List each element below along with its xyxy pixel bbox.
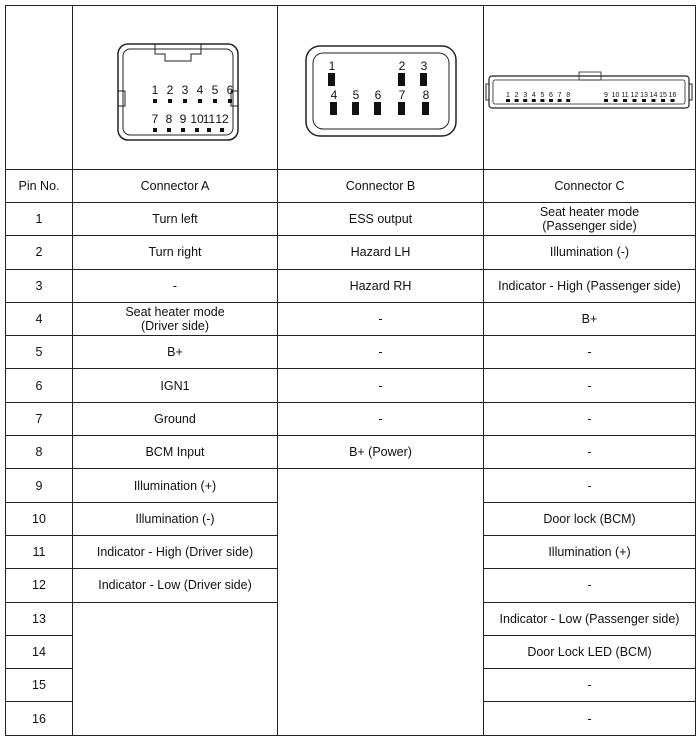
table-row bbox=[6, 203, 696, 236]
pin-contact bbox=[515, 99, 519, 102]
pin-label: 15 bbox=[659, 92, 667, 99]
connector-c-cell: - bbox=[484, 436, 696, 469]
pin-number-cell: 13 bbox=[6, 602, 73, 635]
connector-a-cell: Turn right bbox=[73, 236, 278, 269]
pin-contact bbox=[420, 73, 427, 86]
pin-label: 6 bbox=[549, 92, 553, 99]
table-row bbox=[6, 702, 696, 735]
pin-contact bbox=[532, 99, 536, 102]
connector-a-header: Connector A bbox=[73, 170, 278, 203]
connector-b-cell bbox=[278, 602, 484, 635]
pin-label: 4 bbox=[196, 83, 204, 97]
pin-contact bbox=[228, 99, 232, 103]
pin-number-cell: 6 bbox=[6, 369, 73, 402]
table-row bbox=[6, 336, 696, 369]
pin-label: 6 bbox=[374, 88, 382, 102]
pin-contact bbox=[540, 99, 544, 102]
connector-a-diagram-cell bbox=[73, 6, 278, 170]
pin-contact bbox=[207, 128, 211, 132]
connector-a-cell bbox=[73, 702, 278, 735]
table-row bbox=[6, 402, 696, 435]
pin-label: 8 bbox=[165, 112, 173, 126]
connector-a-cell: B+ bbox=[73, 336, 278, 369]
pin-contact bbox=[549, 99, 553, 102]
pin-number-cell: 14 bbox=[6, 635, 73, 668]
connector-c-header: Connector C bbox=[484, 170, 696, 203]
pin-label: 3 bbox=[420, 59, 428, 73]
pin-contact bbox=[604, 99, 608, 102]
connector-c-cell: Indicator - Low (Passenger side) bbox=[484, 602, 696, 635]
header-row bbox=[6, 170, 696, 203]
connector-c-diagram-cell bbox=[484, 6, 696, 170]
connector-c-cell: - bbox=[484, 669, 696, 702]
pinout-table bbox=[5, 5, 696, 736]
pin-label: 14 bbox=[649, 92, 658, 99]
pin-number-cell: 9 bbox=[6, 469, 73, 502]
pin-contact bbox=[374, 102, 381, 115]
table-row bbox=[6, 469, 696, 502]
connector-pinout-document bbox=[5, 5, 695, 745]
pin-label: 12 bbox=[630, 92, 639, 99]
pin-label: 11 bbox=[621, 92, 629, 99]
connector-c-cell: Door lock (BCM) bbox=[484, 502, 696, 535]
pin-label: 5 bbox=[211, 83, 219, 97]
connector-b-header: Connector B bbox=[278, 170, 484, 203]
pin-label: 7 bbox=[151, 112, 159, 126]
connector-b-cell: Hazard RH bbox=[278, 269, 484, 302]
table-row bbox=[6, 302, 696, 335]
connector-b-diagram bbox=[278, 6, 484, 166]
connector-c-cell: B+ bbox=[484, 302, 696, 335]
table-row bbox=[6, 669, 696, 702]
connector-diagram-row bbox=[6, 6, 696, 170]
pin-label: 13 bbox=[640, 92, 648, 99]
connector-b-cell: B+ (Power) bbox=[278, 436, 484, 469]
pin-label: 12 bbox=[215, 112, 229, 126]
pin-contact bbox=[558, 99, 562, 102]
connector-b-cell bbox=[278, 502, 484, 535]
pin-contact bbox=[523, 99, 527, 102]
connector-a-cell: Illumination (+) bbox=[73, 469, 278, 502]
pin-contact bbox=[181, 128, 185, 132]
pin-number-cell: 1 bbox=[6, 203, 73, 236]
pin-number-cell: 10 bbox=[6, 502, 73, 535]
connector-a-cell bbox=[73, 669, 278, 702]
connector-b-cell: ESS output bbox=[278, 203, 484, 236]
pin-label: 2 bbox=[166, 83, 174, 97]
connector-a-cell: BCM Input bbox=[73, 436, 278, 469]
connector-c-cell: - bbox=[484, 369, 696, 402]
connector-c-cell: - bbox=[484, 402, 696, 435]
pin-contact bbox=[506, 99, 510, 102]
connector-c-cell: Illumination (+) bbox=[484, 535, 696, 568]
connector-a-diagram bbox=[73, 6, 278, 166]
connector-a-cell: - bbox=[73, 269, 278, 302]
pin-label: 5 bbox=[352, 88, 360, 102]
pin-number-cell: 12 bbox=[6, 569, 73, 602]
pin-number-cell: 16 bbox=[6, 702, 73, 735]
connector-a-cell: Ground bbox=[73, 402, 278, 435]
pin-contact bbox=[213, 99, 217, 103]
connector-a-cell: Indicator - Low (Driver side) bbox=[73, 569, 278, 602]
connector-a-cell: Seat heater mode (Driver side) bbox=[73, 302, 278, 335]
pin-contact bbox=[398, 73, 405, 86]
table-row bbox=[6, 602, 696, 635]
connector-a-cell: Indicator - High (Driver side) bbox=[73, 535, 278, 568]
table-row bbox=[6, 635, 696, 668]
connector-c-cell: - bbox=[484, 336, 696, 369]
pin-contact bbox=[422, 102, 429, 115]
pin-contact bbox=[198, 99, 202, 103]
pin-contact bbox=[167, 128, 171, 132]
table-row bbox=[6, 269, 696, 302]
pin-contact bbox=[220, 128, 224, 132]
connector-c-diagram bbox=[484, 6, 696, 166]
connector-b-diagram-cell bbox=[278, 6, 484, 170]
pin-number-cell: 5 bbox=[6, 336, 73, 369]
pin-label: 10 bbox=[611, 92, 620, 99]
pin-number-cell: 7 bbox=[6, 402, 73, 435]
pin-contact bbox=[153, 99, 157, 103]
connector-c-cell: Indicator - High (Passenger side) bbox=[484, 269, 696, 302]
connector-b-cell bbox=[278, 569, 484, 602]
pin-contact bbox=[195, 128, 199, 132]
connector-c-cell: - bbox=[484, 702, 696, 735]
pin-contact bbox=[398, 102, 405, 115]
pin-label: 1 bbox=[151, 83, 159, 97]
pin-number-cell: 15 bbox=[6, 669, 73, 702]
pin-contact bbox=[168, 99, 172, 103]
connector-b-cell: - bbox=[278, 336, 484, 369]
pin-number-cell: 11 bbox=[6, 535, 73, 568]
pin-label: 7 bbox=[398, 88, 406, 102]
pin-contact bbox=[633, 99, 637, 102]
connector-b-cell bbox=[278, 535, 484, 568]
connector-b-cell: - bbox=[278, 369, 484, 402]
pin-label: 8 bbox=[566, 92, 571, 99]
pin-contact bbox=[328, 73, 335, 86]
pin-label: 10 bbox=[190, 112, 204, 126]
pin-label: 1 bbox=[506, 92, 510, 99]
connector-b-cell bbox=[278, 635, 484, 668]
pin-label: 7 bbox=[557, 92, 562, 99]
pin-label: 5 bbox=[540, 92, 545, 99]
table-row bbox=[6, 436, 696, 469]
connector-a-cell: Illumination (-) bbox=[73, 502, 278, 535]
connector-c-cell: Illumination (-) bbox=[484, 236, 696, 269]
pin-no-header: Pin No. bbox=[6, 170, 73, 203]
pin-contact bbox=[352, 102, 359, 115]
pin-number-cell: 4 bbox=[6, 302, 73, 335]
pin-contact bbox=[642, 99, 646, 102]
table-row bbox=[6, 569, 696, 602]
pin-label: 2 bbox=[398, 59, 406, 73]
empty-corner-cell bbox=[6, 6, 73, 170]
pin-number-cell: 3 bbox=[6, 269, 73, 302]
pin-contact bbox=[183, 99, 187, 103]
table-row bbox=[6, 535, 696, 568]
connector-a-cell: IGN1 bbox=[73, 369, 278, 402]
pin-label: 9 bbox=[179, 112, 187, 126]
connector-b-cell: - bbox=[278, 402, 484, 435]
pin-label: 1 bbox=[328, 59, 336, 73]
connector-b-cell: - bbox=[278, 302, 484, 335]
connector-a-cell: Turn left bbox=[73, 203, 278, 236]
connector-a-cell bbox=[73, 602, 278, 635]
pin-label: 4 bbox=[330, 88, 338, 102]
connector-b-cell bbox=[278, 702, 484, 735]
pin-label: 11 bbox=[202, 112, 216, 126]
pin-contact bbox=[623, 99, 627, 102]
connector-c-cell: - bbox=[484, 469, 696, 502]
pin-contact bbox=[614, 99, 618, 102]
pin-label: 6 bbox=[226, 83, 234, 97]
table-row bbox=[6, 369, 696, 402]
pin-label: 3 bbox=[181, 83, 189, 97]
pin-label: 9 bbox=[604, 92, 608, 99]
connector-b-cell bbox=[278, 669, 484, 702]
pin-number-cell: 2 bbox=[6, 236, 73, 269]
pin-number-cell: 8 bbox=[6, 436, 73, 469]
pin-contact bbox=[671, 99, 675, 102]
pin-label: 4 bbox=[531, 92, 536, 99]
pin-contact bbox=[652, 99, 656, 102]
pin-contact bbox=[330, 102, 337, 115]
pin-label: 3 bbox=[523, 92, 528, 99]
connector-a-cell bbox=[73, 635, 278, 668]
pin-label: 2 bbox=[514, 92, 519, 99]
pin-label: 8 bbox=[422, 88, 430, 102]
pin-contact bbox=[566, 99, 570, 102]
connector-c-cell: - bbox=[484, 569, 696, 602]
table-row bbox=[6, 236, 696, 269]
table-row bbox=[6, 502, 696, 535]
pin-label: 16 bbox=[668, 92, 677, 99]
connector-c-cell: Door Lock LED (BCM) bbox=[484, 635, 696, 668]
pin-contact bbox=[153, 128, 157, 132]
connector-b-cell bbox=[278, 469, 484, 502]
connector-b-cell: Hazard LH bbox=[278, 236, 484, 269]
pin-contact bbox=[661, 99, 665, 102]
connector-c-cell: Seat heater mode (Passenger side) bbox=[484, 203, 696, 236]
